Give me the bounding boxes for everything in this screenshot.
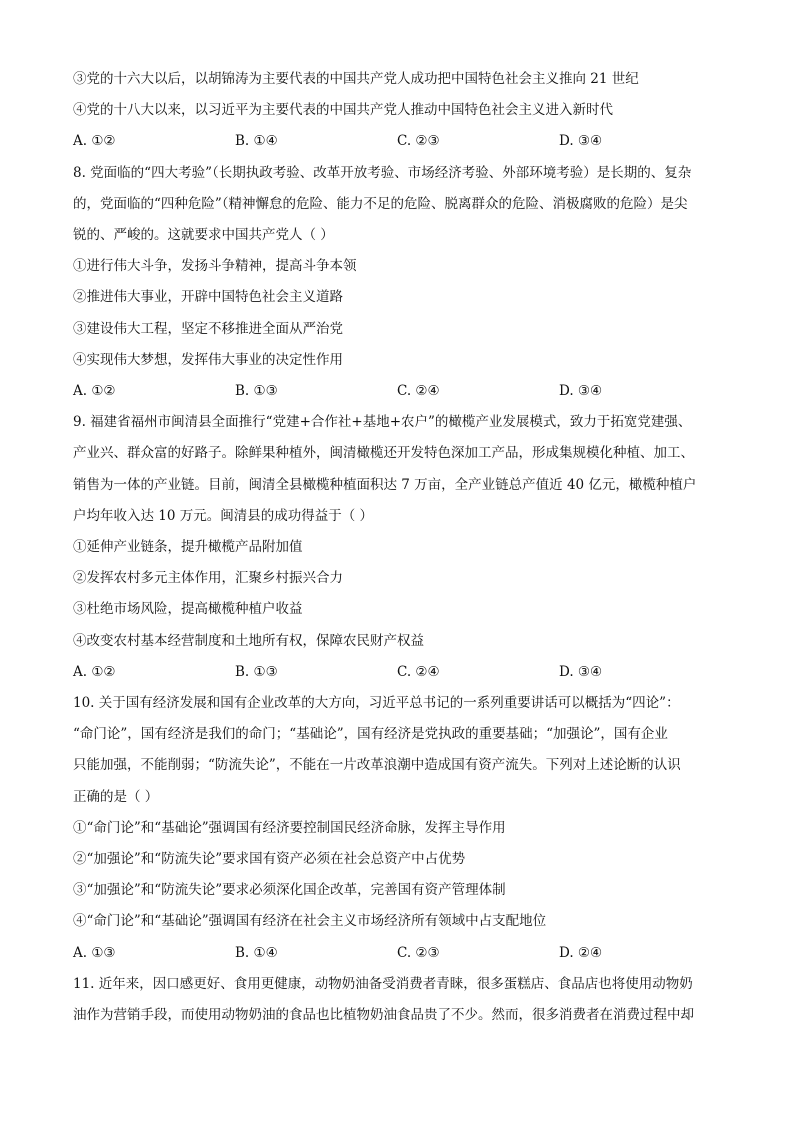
q11-stem-line: 11. 近年来，因口感更好、食用更健康，动物奶油备受消费者青睐，很多蛋糕店、食品店也将使用动物奶 bbox=[73, 975, 693, 992]
q8-option-d[interactable]: D. ③④ bbox=[559, 383, 603, 400]
q7-option-b[interactable]: B. ①④ bbox=[235, 133, 278, 150]
q7-options bbox=[73, 126, 733, 157]
question-11 bbox=[73, 969, 733, 1031]
question-7-tail bbox=[73, 64, 733, 158]
q9-stem-line: 户均年收入达 10 万元。闽清县的成功得益于（ ） bbox=[73, 507, 374, 524]
q9-option-a[interactable]: A. ①② bbox=[73, 663, 116, 680]
q9-option-c[interactable]: C. ②④ bbox=[397, 663, 440, 680]
question-9 bbox=[73, 407, 733, 688]
q8-item-1: ①进行伟大斗争，发扬斗争精神，提高斗争本领 bbox=[73, 258, 357, 275]
q9-stem-line: 销售为一体的产业链。目前，闽清全县橄榄种植面积达 7 万亩，全产业链总产值近 40 亿元，橄榄种植户 bbox=[73, 476, 697, 493]
q7-option-a[interactable]: A. ①② bbox=[73, 133, 116, 150]
q7-item-4: ④党的十八大以来，以习近平为主要代表的中国共产党人推动中国特色社会主义进入新时代 bbox=[73, 102, 613, 119]
q9-options bbox=[73, 657, 733, 688]
q10-option-b[interactable]: B. ①④ bbox=[235, 944, 278, 961]
q9-item-1: ①延伸产业链条，提升橄榄产品附加值 bbox=[73, 539, 303, 556]
q10-option-a[interactable]: A. ①③ bbox=[73, 944, 116, 961]
q10-item-1: ①“命门论”和“基础论”强调国有经济要控制国民经济命脉，发挥主导作用 bbox=[73, 819, 506, 836]
question-10 bbox=[73, 688, 733, 969]
q8-options bbox=[73, 376, 733, 407]
q7-option-c[interactable]: C. ②③ bbox=[397, 133, 440, 150]
q8-item-4: ④实现伟大梦想，发挥伟大事业的决定性作用 bbox=[73, 351, 343, 368]
q10-options bbox=[73, 938, 733, 969]
q9-item-3: ③杜绝市场风险，提高橄榄种植户收益 bbox=[73, 601, 303, 618]
q8-stem-line: 8. 党面临的“四大考验”（长期执政考验、改革开放考验、市场经济考验、外部环境考验）是长期的、复杂 bbox=[73, 164, 692, 181]
q9-option-d[interactable]: D. ③④ bbox=[559, 663, 603, 680]
q9-stem-line: 9. 福建省福州市闽清县全面推行“党建+合作社+基地+农户”的橄榄产业发展模式，致力于拓宽党建强、 bbox=[73, 414, 692, 431]
q10-stem-line: “命门论”，国有经济是我们的命门；“基础论”，国有经济是党执政的重要基础；“加强论”，国有企业 bbox=[73, 726, 668, 743]
q9-item-2: ②发挥农村多元主体作用，汇聚乡村振兴合力 bbox=[73, 570, 343, 587]
question-8 bbox=[73, 158, 733, 408]
q7-option-d[interactable]: D. ③④ bbox=[559, 133, 603, 150]
q8-item-3: ③建设伟大工程，坚定不移推进全面从严治党 bbox=[73, 320, 343, 337]
q10-item-3: ③“加强论”和“防流失论”要求必须深化国企改革，完善国有资产管理体制 bbox=[73, 882, 506, 899]
q11-stem-line: 油作为营销手段，而使用动物奶油的食品也比植物奶油食品贵了不少。然而，很多消费者在消费过程中却 bbox=[73, 1007, 694, 1024]
q9-stem-line: 产业兴、群众富的好路子。除鲜果种植外，闽清橄榄还开发特色深加工产品，形成集规模化种植、加工、 bbox=[73, 445, 694, 462]
q8-item-2: ②推进伟大事业，开辟中国特色社会主义道路 bbox=[73, 289, 343, 306]
exam-page bbox=[73, 64, 733, 1031]
q10-stem-line: 正确的是（ ） bbox=[73, 788, 159, 805]
q10-item-2: ②“加强论”和“防流失论”要求国有资产必须在社会总资产中占优势 bbox=[73, 851, 466, 868]
q7-item-3: ③党的十六大以后，以胡锦涛为主要代表的中国共产党人成功把中国特色社会主义推向 21 世纪 bbox=[73, 71, 639, 87]
q9-item-4: ④改变农村基本经营制度和土地所有权，保障农民财产权益 bbox=[73, 632, 424, 649]
q8-option-b[interactable]: B. ①③ bbox=[235, 383, 278, 400]
q9-option-b[interactable]: B. ①③ bbox=[235, 663, 278, 680]
q10-option-c[interactable]: C. ②③ bbox=[397, 944, 440, 961]
q10-stem-line: 只能加强，不能削弱；“防流失论”，不能在一片改革浪潮中造成国有资产流失。下列对上述论断的认识 bbox=[73, 757, 681, 774]
q8-stem-line: 锐的、严峻的。这就要求中国共产党人（ ） bbox=[73, 227, 334, 244]
q10-item-4: ④“命门论”和“基础论”强调国有经济在社会主义市场经济所有领域中占支配地位 bbox=[73, 913, 547, 930]
q8-option-a[interactable]: A. ①② bbox=[73, 383, 116, 400]
q8-option-c[interactable]: C. ②④ bbox=[397, 383, 440, 400]
q10-option-d[interactable]: D. ②④ bbox=[559, 944, 603, 961]
q10-stem-line: 10. 关于国有经济发展和国有企业改革的大方向，习近平总书记的一系列重要讲话可以概括为“四论”： bbox=[73, 695, 680, 712]
q8-stem-line: 的，党面临的“四种危险”（精神懈怠的危险、能力不足的危险、脱离群众的危险、消极腐败的危险）是尖 bbox=[73, 195, 688, 212]
